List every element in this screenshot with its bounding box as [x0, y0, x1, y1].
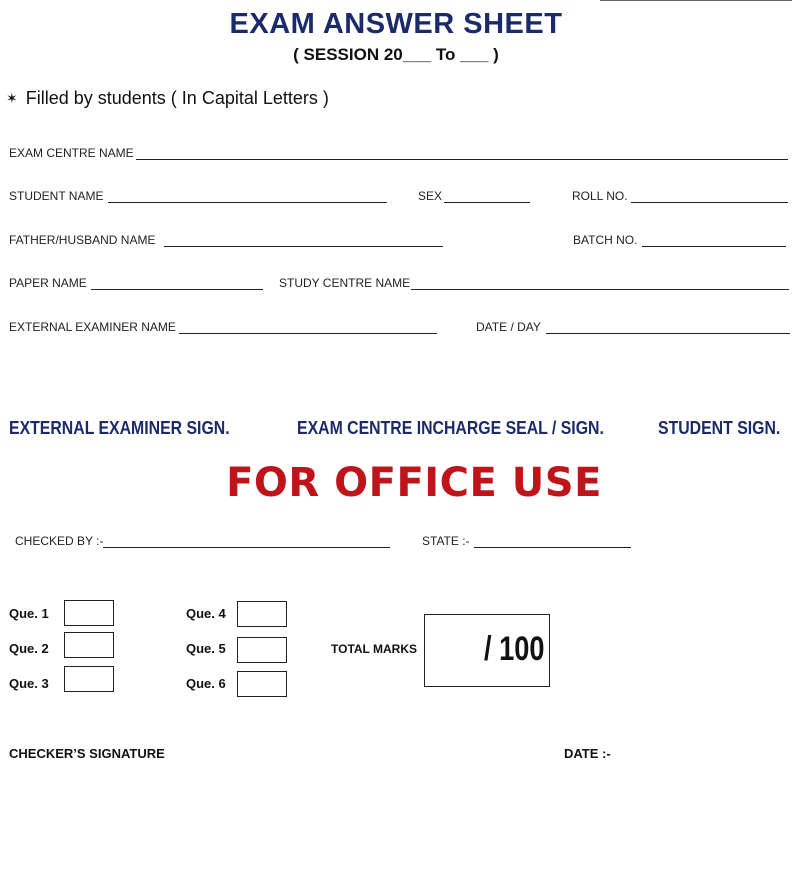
roll-no-field[interactable] — [631, 202, 788, 203]
question-5-label: Que. 5 — [186, 641, 226, 656]
roll-no-label: ROLL NO. — [572, 189, 628, 203]
exam-centre-incharge-sign-label: EXAM CENTRE INCHARGE SEAL / SIGN. — [297, 418, 604, 438]
question-2-box[interactable] — [64, 632, 114, 658]
date-day-label: DATE / DAY — [476, 320, 541, 334]
question-4-box[interactable] — [237, 601, 287, 627]
question-3-label: Que. 3 — [9, 676, 49, 691]
father-husband-name-field[interactable] — [164, 246, 443, 247]
paper-name-label: PAPER NAME — [9, 276, 87, 290]
instruction-text: Filled by students ( In Capital Letters ) — [25, 88, 329, 108]
question-3-box[interactable] — [64, 666, 114, 692]
study-centre-name-field[interactable] — [411, 289, 789, 290]
student-sign-label: STUDENT SIGN. — [658, 418, 781, 438]
question-5-box[interactable] — [237, 637, 287, 663]
sex-label: SEX — [418, 189, 443, 203]
external-examiner-sign-label: EXTERNAL EXAMINER SIGN. — [9, 418, 230, 438]
exam-centre-name-field[interactable] — [136, 159, 788, 160]
student-name-field[interactable] — [108, 202, 387, 203]
batch-no-field[interactable] — [642, 246, 786, 247]
page-title: EXAM ANSWER SHEET — [229, 8, 563, 40]
checked-by-field[interactable] — [103, 547, 390, 548]
total-marks-value: / 100 — [484, 630, 545, 668]
checker-signature-label: CHECKER’S SIGNATURE — [9, 746, 165, 761]
father-husband-name-label: FATHER/HUSBAND NAME — [9, 233, 156, 247]
student-name-label: STUDENT NAME — [9, 189, 104, 203]
state-label: STATE :- — [422, 534, 470, 548]
paper-name-field[interactable] — [91, 289, 263, 290]
exam-centre-name-label: EXAM CENTRE NAME — [9, 146, 134, 160]
question-1-label: Que. 1 — [9, 606, 49, 621]
session-line: ( SESSION 20___ To ___ ) — [293, 45, 499, 64]
total-marks-label: TOTAL MARKS — [331, 642, 417, 656]
external-examiner-name-field[interactable] — [179, 333, 437, 334]
sex-field[interactable] — [444, 202, 530, 203]
date-day-field[interactable] — [546, 333, 790, 334]
top-border-line — [600, 0, 792, 1]
question-4-label: Que. 4 — [186, 606, 226, 621]
study-centre-name-label: STUDY CENTRE NAME — [279, 276, 411, 290]
state-field[interactable] — [474, 547, 631, 548]
question-6-label: Que. 6 — [186, 676, 226, 691]
checker-date-label: DATE :- — [564, 746, 611, 761]
external-examiner-name-label: EXTERNAL EXAMINER NAME — [9, 320, 176, 334]
instruction-note — [6, 88, 329, 109]
question-2-label: Que. 2 — [9, 641, 49, 656]
star-icon: ✶ — [6, 90, 18, 106]
batch-no-label: BATCH NO. — [573, 233, 638, 247]
office-use-heading: FOR OFFICE USE — [226, 460, 602, 506]
checked-by-label: CHECKED BY :- — [15, 534, 104, 548]
question-6-box[interactable] — [237, 671, 287, 697]
question-1-box[interactable] — [64, 600, 114, 626]
